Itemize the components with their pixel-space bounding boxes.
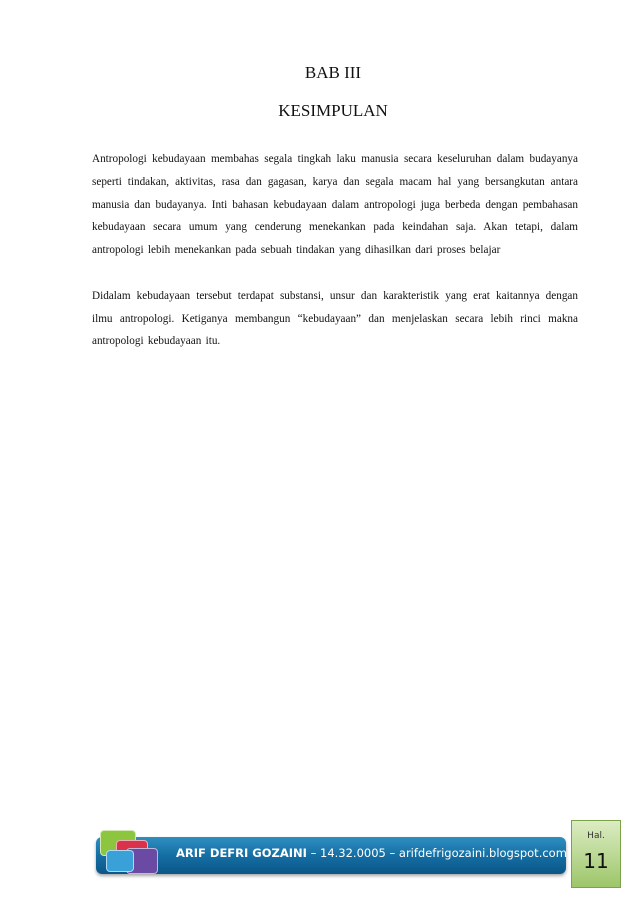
paragraph: Antropologi kebudayaan membahas segala tingkah laku manusia secara keseluruhan dalam budayanya seperti tindakan, aktivitas, rasa dan gagasan, karya dan segala macam hal yang bersangkutan antara manusia dan budayanya. Inti bahasan kebudayaan dalam antropologi juga berbeda dengan pembahasan kebudayaan secara umum yang cenderung menekankan pada keindahan saja. Akan tetapi, dalam antropologi lebih menekankan pada sebuah tindakan yang dihasilkan dari proses belajar	[92, 153, 578, 257]
chapter-title: KESIMPULAN	[278, 101, 388, 120]
logo-square-blue	[106, 850, 134, 872]
page-label: Hal.	[587, 831, 605, 841]
body-text	[92, 148, 578, 376]
footer-logo-icon	[100, 830, 160, 876]
footer-banner	[96, 837, 566, 874]
page-number-badge	[571, 820, 621, 888]
page-number: 11	[583, 849, 609, 873]
footer-text	[176, 846, 567, 860]
paragraph: Didalam kebudayaan tersebut terdapat substansi, unsur dan karakteristik yang erat kaitannya dengan ilmu antropologi. Ketiganya membangun “kebudayaan” dan menjelaskan secara lebih rinci makna antropologi kebudayaan itu.	[92, 289, 578, 348]
chapter-heading	[0, 62, 638, 122]
chapter-number: BAB III	[304, 63, 362, 82]
footer-details: – 14.32.0005 – arifdefrigozaini.blogspot.com	[306, 846, 567, 860]
footer-author: ARIF DEFRI GOZAINI	[176, 846, 307, 860]
